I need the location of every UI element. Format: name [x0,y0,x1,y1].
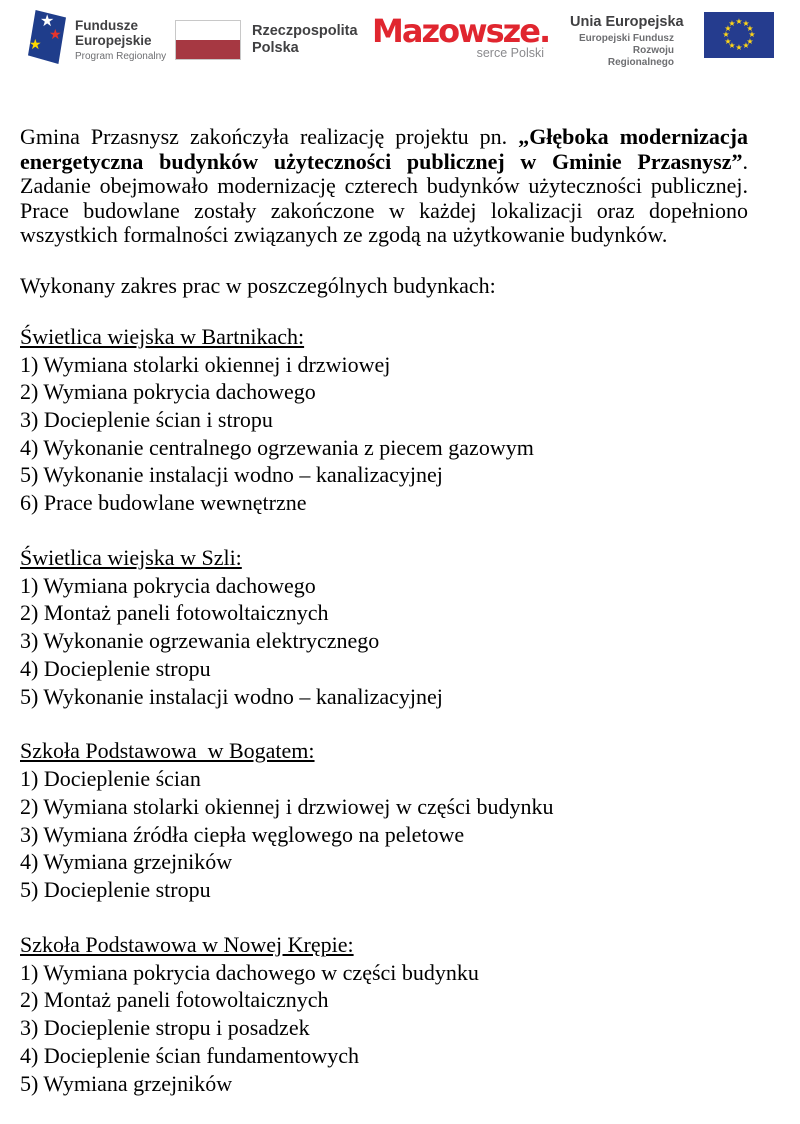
logo-unia-europejska [570,12,774,69]
intro-text-part1: Gmina Przasnysz zakończyła realizację projektu pn. [20,124,519,149]
fe-title-line2: Europejskie [75,33,152,48]
list-item: 1) Wymiana pokrycia dachowego [20,572,316,598]
fe-logo-text [75,10,166,62]
section-heading: Świetlica wiejska w Szli: [20,544,242,570]
list-item: 5) Wykonanie instalacji wodno – kanalizacyjnej [20,462,443,488]
list-item: 3) Wymiana źródła ciepła węglowego na peletowe [20,821,465,847]
fe-yellow-star-icon: ★ [29,37,42,53]
poland-flag-icon [175,20,241,60]
eu-star-icon: ★ [722,30,730,39]
poland-flag-white-stripe [176,21,240,40]
intro-text-part2: . Zadanie obejmowało modernizację czterech budynków użyteczności publicznej. Prace budowlane zostały zakończone w każdej lokalizacji oraz dopełniono wszystkich formalności związanych ze zgodą na użytkowanie budynków. [20,148,748,247]
eu-star-icon: ★ [742,41,750,50]
fe-subtitle: Program Regionalny [75,51,167,62]
section-swietlica-bartniki [20,323,748,517]
fe-red-star-icon: ★ [49,27,62,43]
list-item: 5) Wykonanie instalacji wodno – kanalizacyjnej [20,683,443,709]
logo-mazowsze [372,12,550,60]
fe-white-star-icon: ★ [40,11,55,30]
section-heading: Szkoła Podstawowa w Nowej Krępie: [20,931,354,957]
logo-rzeczpospolita-polska [175,20,358,60]
eu-star-icon: ★ [748,30,756,39]
intro-paragraph [20,125,748,248]
eu-star-icon: ★ [728,19,736,28]
eu-logo-text [570,12,684,69]
document-body [0,68,800,1097]
section-heading: Świetlica wiejska w Bartnikach: [20,323,305,349]
list-item: 2) Montaż paneli fotowoltaicznych [20,987,329,1013]
poland-flag-red-stripe [176,40,240,59]
fundusze-europejskie-flag-icon [28,10,66,64]
eu-star-icon: ★ [735,17,743,26]
list-item: 4) Docieplenie stropu [20,655,211,681]
scope-subtitle: Wykonany zakres prac w poszczególnych budynkach: [20,272,496,298]
list-item: 1) Wymiana stolarki okiennej i drzwiowej [20,351,391,377]
list-item: 4) Docieplenie ścian fundamentowych [20,1042,360,1068]
pl-title-line2: Polska [252,40,299,56]
list-item: 2) Wymiana stolarki okiennej i drzwiowej w części budynku [20,793,554,819]
list-item: 2) Wymiana pokrycia dachowego [20,379,316,405]
eu-subtitle-line2: Rozwoju Regionalnego [607,45,674,68]
list-item: 3) Wykonanie ogrzewania elektrycznego [20,628,380,654]
eu-star-icon: ★ [742,19,750,28]
section-szkola-bogate [20,737,748,904]
list-item: 3) Docieplenie ścian i stropu [20,406,273,432]
work-list [20,959,748,1098]
work-list [20,765,748,904]
list-item: 1) Docieplenie ścian [20,766,201,792]
eu-star-icon: ★ [724,24,732,33]
logo-fundusze-europejskie [28,10,166,64]
section-szkola-nowa-krepa [20,931,748,1098]
list-item: 1) Wymiana pokrycia dachowego w części budynku [20,959,479,985]
project-title-bold: „Głęboka modernizacja energetyczna budynków użyteczności publicznej w Gminie Przasnysz” [20,124,748,174]
work-list [20,572,748,711]
eu-star-icon: ★ [746,24,754,33]
list-item: 4) Wymiana grzejników [20,849,233,875]
eu-star-icon: ★ [728,41,736,50]
pl-logo-text [252,23,358,57]
mazowsze-wordmark: Mazowsze. [372,12,550,50]
fe-title-line1: Fundusze [75,18,138,33]
section-swietlica-szla [20,544,748,711]
list-item: 5) Wymiana grzejników [20,1070,233,1096]
list-item: 4) Wykonanie centralnego ogrzewania z piecem gazowym [20,434,534,460]
work-list [20,351,748,517]
eu-star-icon: ★ [735,43,743,52]
eu-title: Unia Europejska [570,14,684,30]
mazowsze-subtitle: serce Polski [476,46,544,60]
eu-star-icon: ★ [724,37,732,46]
list-item: 3) Docieplenie stropu i posadzek [20,1015,310,1041]
funding-logos-header [0,0,800,68]
list-item: 5) Docieplenie stropu [20,877,211,903]
eu-star-icon: ★ [746,37,754,46]
section-heading: Szkoła Podstawowa w Bogatem: [20,738,315,764]
list-item: 2) Montaż paneli fotowoltaicznych [20,600,329,626]
list-item: 6) Prace budowlane wewnętrzne [20,490,307,516]
pl-title-line1: Rzeczpospolita [252,23,358,39]
eu-flag-icon [704,12,774,58]
eu-subtitle-line1: Europejski Fundusz [578,33,674,44]
